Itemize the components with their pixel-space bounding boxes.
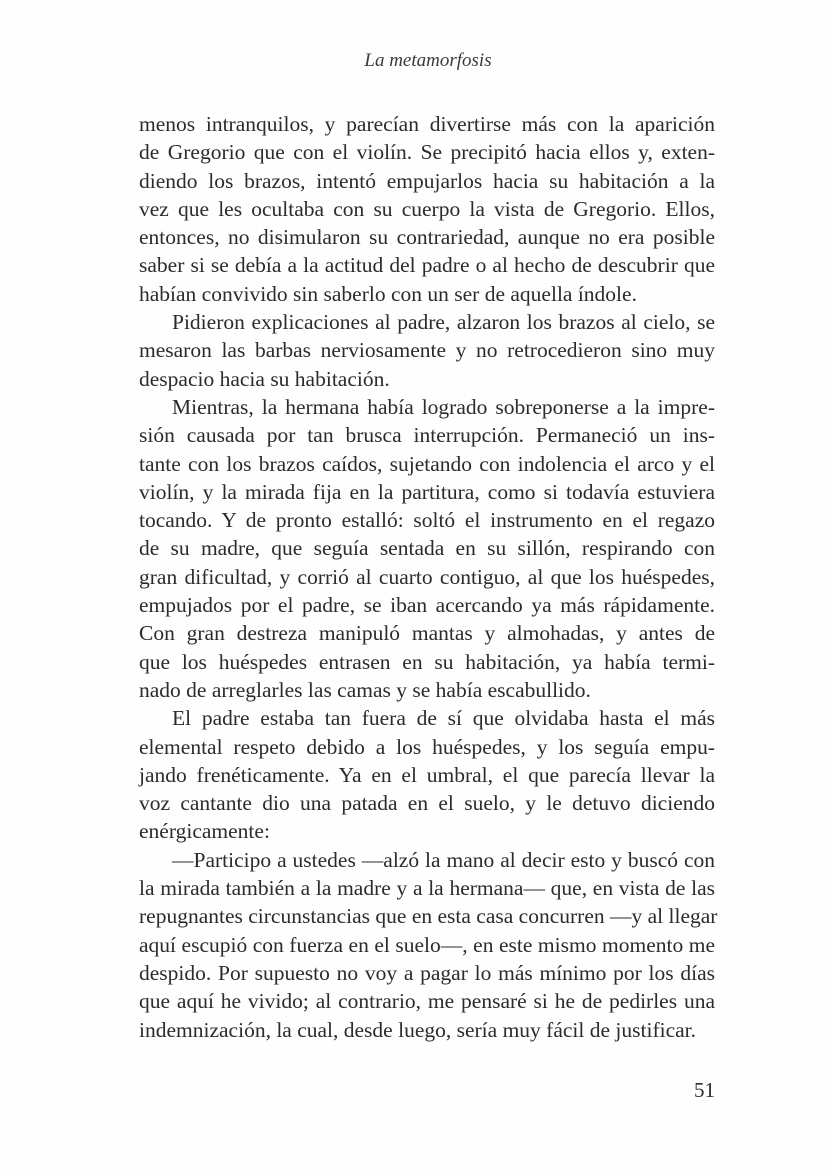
text-line: mesaron las barbas nerviosamente y no retrocedieron sino muy	[139, 338, 715, 363]
text-line: voz cantante dio una patada en el suelo, y le detuvo diciendo	[139, 791, 715, 816]
text-line: saber si se debía a la actitud del padre o al hecho de descubrir que	[139, 253, 715, 278]
text-line: nado de arreglarles las camas y se había escabullido.	[139, 677, 591, 702]
text-line: jando frenéticamente. Ya en el umbral, el que parecía llevar la	[139, 762, 715, 787]
text-line: enérgicamente:	[139, 819, 270, 844]
text-line: repugnantes circunstancias que en esta casa concurren —y al llegar	[139, 904, 718, 929]
text-line: vez que les ocultaba con su cuerpo la vista de Gregorio. Ellos,	[139, 196, 715, 221]
text-line: El padre estaba tan fuera de sí que olvidaba hasta el más	[172, 706, 715, 731]
text-line: sión causada por tan brusca interrupción. Permaneció un ins-	[139, 423, 715, 448]
paragraph	[139, 393, 715, 704]
paragraph	[139, 846, 718, 1044]
text-line: Con gran destreza manipuló mantas y almohadas, y antes de	[139, 621, 715, 646]
text-line: que aquí he vivido; al contrario, me pensaré si he de pedirles una	[139, 989, 715, 1014]
text-line: de Gregorio que con el violín. Se precipitó hacia ellos y, exten-	[139, 140, 715, 165]
text-line: diendo los brazos, intentó empujarlos hacia su habitación a la	[139, 168, 715, 193]
text-line: entonces, no disimularon su contrariedad, aunque no era posible	[139, 225, 715, 250]
text-line: aquí escupió con fuerza en el suelo—, en este mismo momento me	[139, 932, 715, 957]
text-line: tocando. Y de pronto estalló: soltó el instrumento en el regazo	[139, 508, 715, 533]
text-line: gran dificultad, y corrió al cuarto contiguo, al que los huéspedes,	[139, 564, 715, 589]
paragraph	[139, 308, 715, 393]
running-title: La metamorfosis	[364, 50, 492, 71]
text-line: la mirada también a la madre y a la hermana— que, en vista de las	[139, 876, 715, 901]
text-line: despacio hacia su habitación.	[139, 366, 390, 391]
text-line: de su madre, que seguía sentada en su sillón, respirando con	[139, 536, 715, 561]
text-line: —Participo a ustedes —alzó la mano al decir esto y buscó con	[172, 847, 715, 872]
text-line: violín, y la mirada fija en la partitura, como si todavía estuviera	[139, 479, 715, 504]
text-line: tante con los brazos caídos, sujetando con indolencia el arco y el	[139, 451, 715, 476]
text-line: habían convivido sin saberlo con un ser de aquella índole.	[139, 281, 637, 306]
text-line: indemnización, la cual, desde luego, sería muy fácil de justificar.	[139, 1017, 697, 1042]
text-line: Pidieron explicaciones al padre, alzaron los brazos al cielo, se	[172, 310, 715, 335]
page-number: 51	[694, 1078, 715, 1102]
paragraph	[139, 704, 715, 845]
text-line: empujados por el padre, se iban acercando ya más rápidamente.	[139, 593, 715, 618]
text-line: menos intranquilos, y parecían divertirse más con la aparición	[139, 112, 715, 136]
text-line: despido. Por supuesto no voy a pagar lo más mínimo por los días	[139, 960, 715, 985]
text-line: que los huéspedes entrasen en su habitación, ya había termi-	[139, 649, 715, 674]
text-line: elemental respeto debido a los huéspedes, y los seguía empu-	[139, 734, 715, 759]
body-text	[139, 110, 718, 1044]
paragraph	[139, 110, 715, 308]
text-line: Mientras, la hermana había logrado sobreponerse a la impre-	[172, 394, 715, 419]
